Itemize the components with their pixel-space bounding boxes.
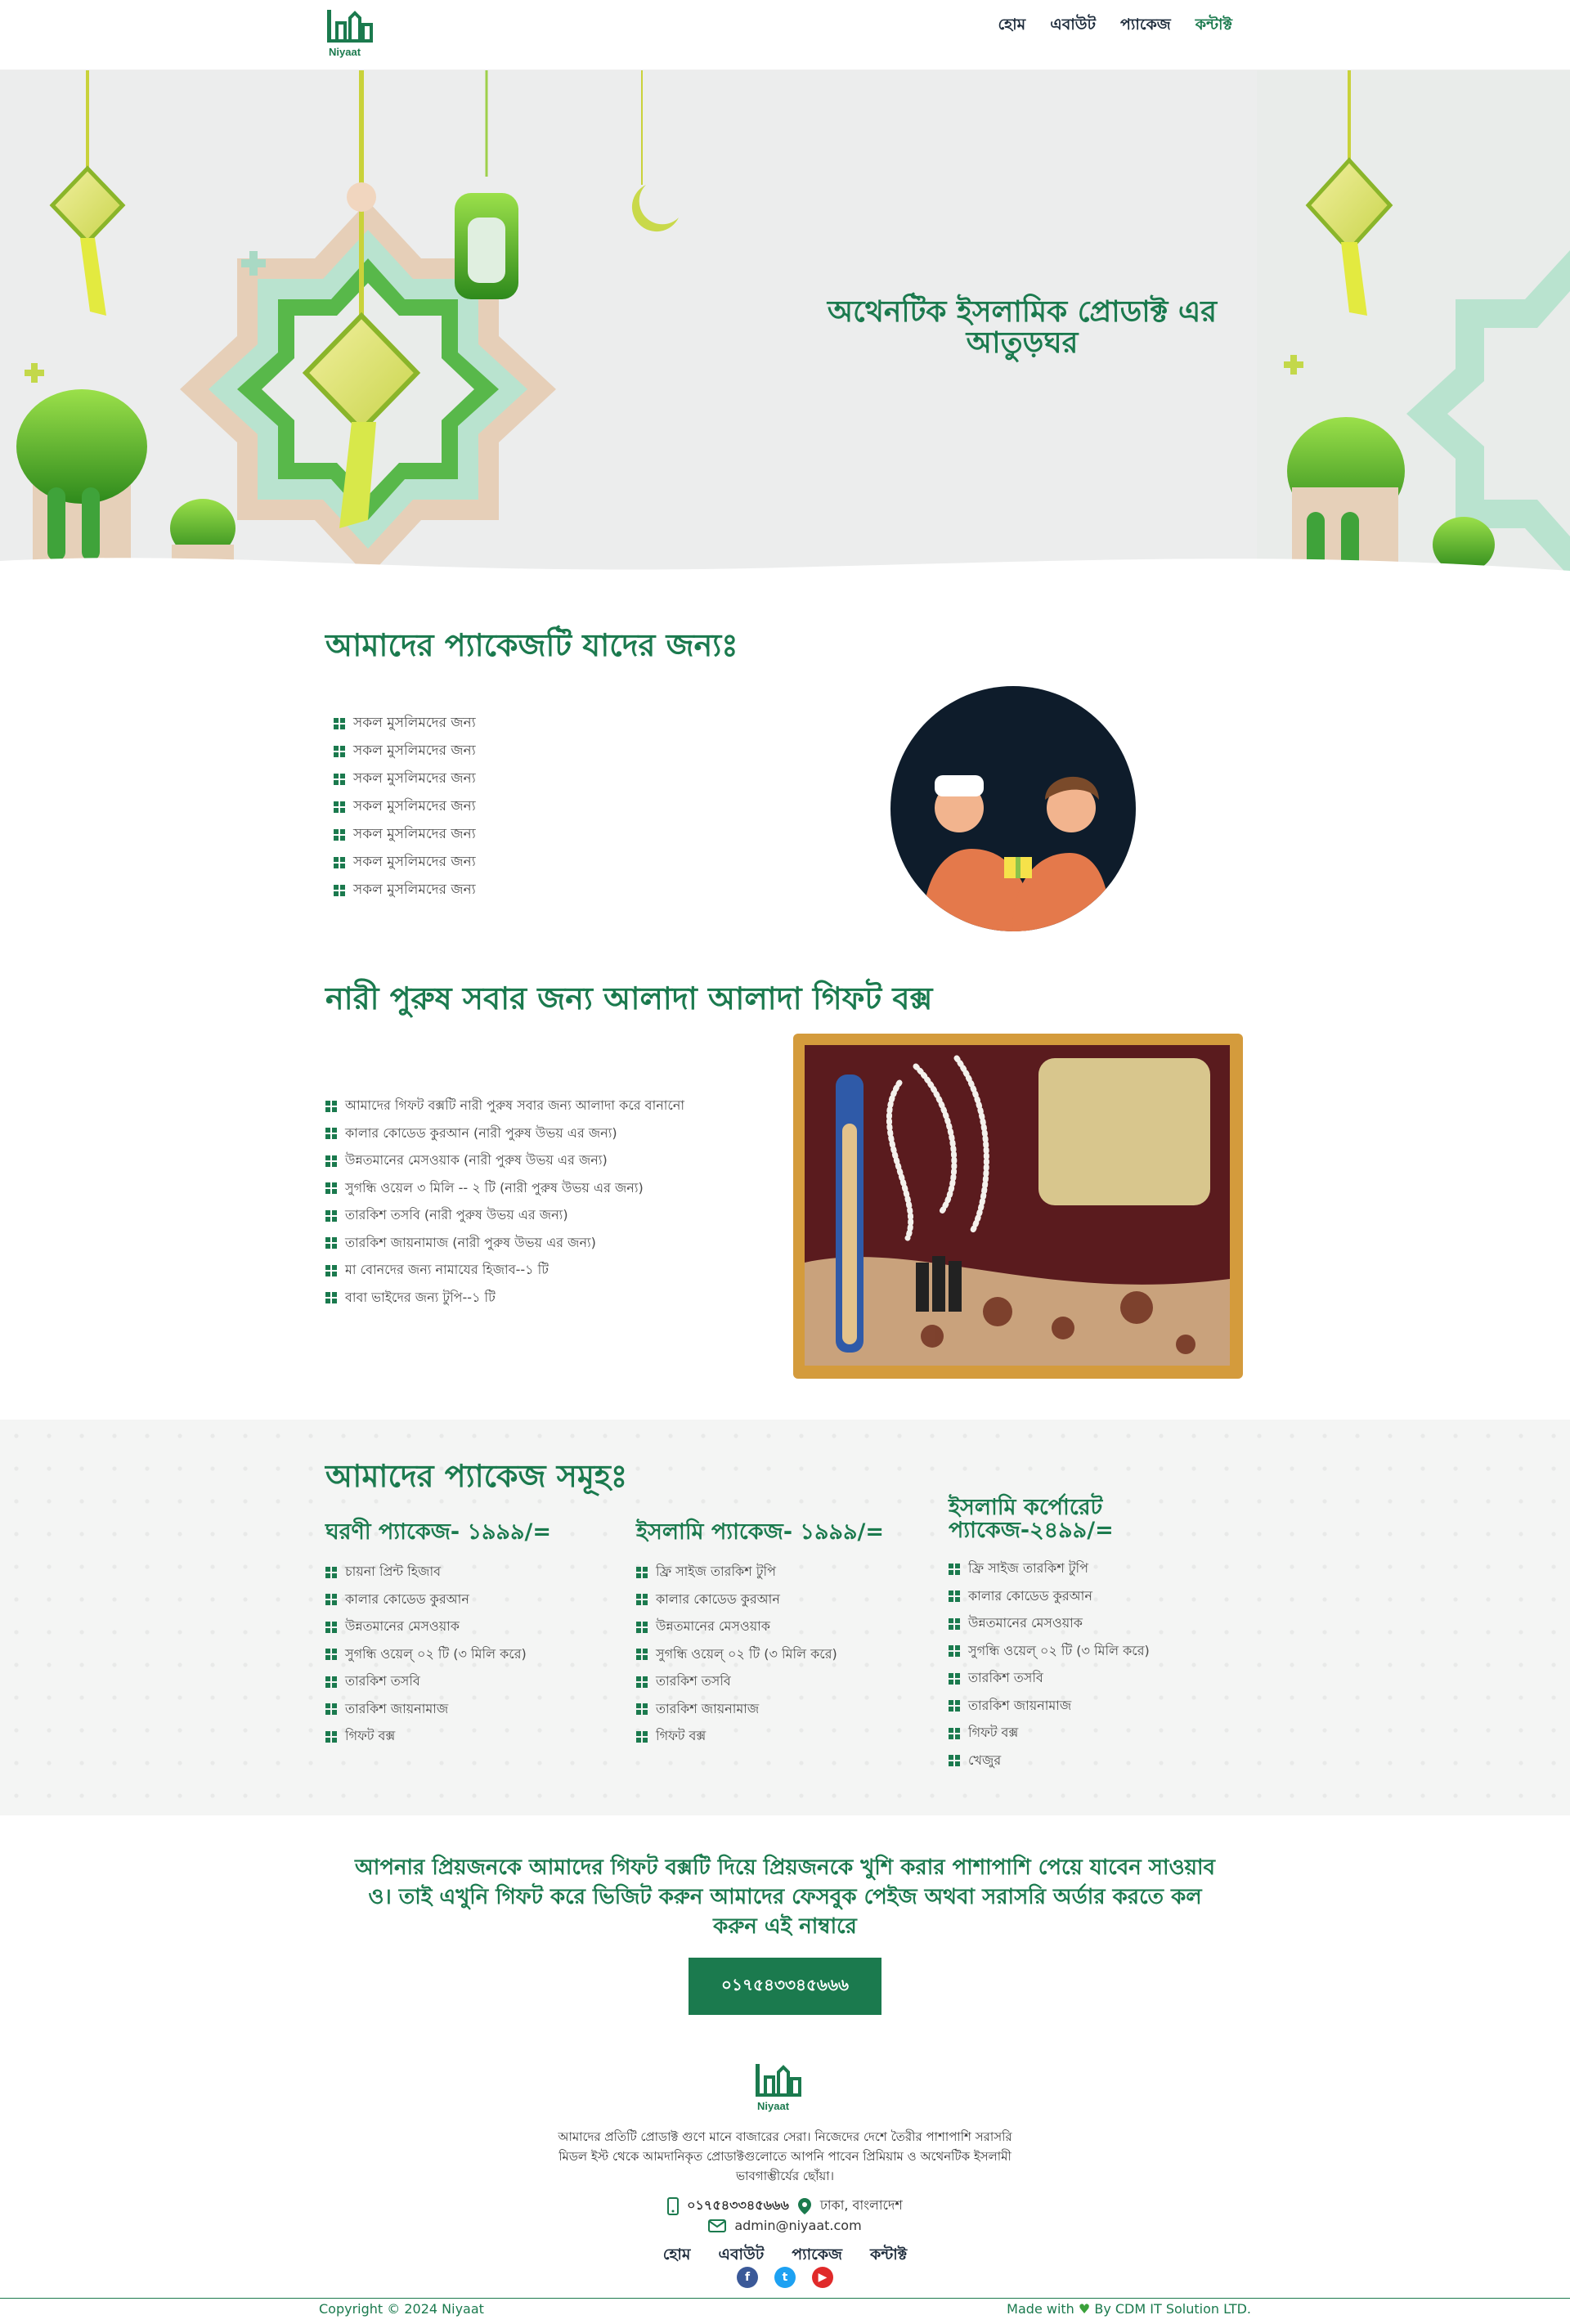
youtube-icon[interactable]: ▶ — [812, 2267, 833, 2288]
gift-exchange-illustration — [890, 685, 1137, 932]
list-item: মা বোনদের জন্য নামাযের হিজাব--১ টি — [325, 1257, 684, 1285]
twitter-icon[interactable]: t — [774, 2267, 796, 2288]
bullet-icon — [636, 1622, 648, 1633]
list-item: ফ্রি সাইজ তারকিশ টুপি — [949, 1555, 1150, 1583]
bullet-icon — [325, 1210, 337, 1222]
svg-text:Niyaat: Niyaat — [757, 2100, 790, 2112]
bullet-icon — [325, 1703, 337, 1715]
list-item: সুগন্ধি ওয়েল্‌ ০২ টি (৩ মিলি করে) — [325, 1641, 527, 1669]
nav-about[interactable]: এবাউট — [1050, 16, 1096, 34]
list-item: গিফট বক্স — [325, 1723, 527, 1751]
bullet-icon — [636, 1649, 648, 1660]
bullet-icon — [949, 1564, 960, 1575]
bullet-icon — [636, 1594, 648, 1605]
bullet-icon — [325, 1594, 337, 1605]
list-item: আমাদের গিফট বক্সটি নারী পুরুষ সবার জন্য আলাদা করে বানানো — [325, 1092, 684, 1120]
list-item: খেজুর — [949, 1747, 1150, 1775]
gift-box-photo — [793, 1034, 1243, 1379]
list-item: উন্নতমানের মেসওয়াক — [636, 1613, 837, 1641]
footer-nav-packages[interactable]: প্যাকেজ — [792, 2245, 843, 2263]
facebook-icon[interactable]: f — [737, 2267, 758, 2288]
nav-packages[interactable]: প্যাকেজ — [1119, 16, 1171, 34]
list-item: সকল মুসলিমদের জন্য — [334, 793, 476, 821]
package-name: ঘরণী প্যাকেজ- ১৯৯৯/= — [325, 1519, 552, 1545]
bullet-icon — [949, 1618, 960, 1630]
bullet-icon — [325, 1649, 337, 1660]
package-list — [325, 1559, 527, 1751]
audience-title: আমাদের প্যাকেজটি যাদের জন্যঃ — [325, 627, 738, 663]
list-item: সকল মুসলিমদের জন্য — [334, 877, 476, 904]
footer-nav-about[interactable]: এবাউট — [718, 2245, 765, 2263]
list-item: সুগন্ধি ওয়েল ৩ মিলি -- ২ টি (নারী পুরুষ উভয় এর জন্য) — [325, 1175, 684, 1203]
hero-banner — [0, 70, 1570, 577]
list-item: সকল মুসলিমদের জন্য — [334, 821, 476, 849]
list-item: তারকিশ তসবি — [636, 1668, 837, 1696]
hero-title: অথেনটিক ইসলামিক প্রোডাক্ট এর আতুড়ঘর — [827, 295, 1218, 360]
gift-box-list — [325, 1092, 684, 1312]
nav-contact[interactable]: কন্টাক্ট — [1195, 16, 1232, 34]
location-icon — [797, 2197, 812, 2215]
bullet-icon — [949, 1728, 960, 1739]
list-item: গিফট বক্স — [949, 1720, 1150, 1747]
bullet-icon — [334, 774, 345, 785]
list-item: তারকিশ জায়নামাজ — [325, 1696, 527, 1724]
call-button[interactable]: ০১৭৫৪৩৩৪৫৬৬৬ — [689, 1958, 881, 2015]
bullet-icon — [325, 1182, 337, 1194]
bullet-icon — [949, 1673, 960, 1685]
package-name: ইসলামি কর্পোরেট প্যাকেজ-২৪৯৯/= — [949, 1495, 1114, 1543]
site-header — [0, 0, 1570, 70]
footer-about: আমাদের প্রতিটি প্রোডাক্ট গুণে মানে বাজারের সেরা। নিজেদের দেশে তৈরীর পাশাপাশি সরাসরি মিডল ইস্ট থেকে আমদানিকৃত প্রোডাক্টগুলোতে আপনি পাবেন প্রিমিয়াম ও অথেনটিক ইসলামী ভাবগাম্ভীর্যের ছোঁয়া। — [558, 2129, 1012, 2183]
list-item: সকল মুসলিমদের জন্য — [334, 710, 476, 738]
bullet-icon — [325, 1292, 337, 1303]
bullet-icon — [334, 885, 345, 896]
list-item: তারকিশ জায়নামাজ — [949, 1693, 1150, 1721]
footer-email[interactable]: admin@niyaat.com — [734, 2218, 862, 2233]
list-item: গিফট বক্স — [636, 1723, 837, 1751]
list-item: তারকিশ তসবি (নারী পুরুষ উভয় এর জন্য) — [325, 1202, 684, 1230]
bullet-icon — [325, 1622, 337, 1633]
nav-home[interactable]: হোম — [998, 16, 1026, 34]
made-with-text: Made with ♥ By CDM IT Solution LTD. — [1007, 2301, 1251, 2317]
heart-icon: ♥ — [1078, 2301, 1091, 2317]
bullet-icon — [949, 1590, 960, 1602]
gift-box-title: নারী পুরুষ সবার জন্য আলাদা আলাদা গিফট বক্স — [325, 980, 933, 1016]
list-item: উন্নতমানের মেসওয়াক — [949, 1610, 1150, 1638]
footer-contact-row — [0, 2195, 1570, 2217]
phone-icon — [667, 2197, 679, 2215]
svg-text:Niyaat: Niyaat — [329, 46, 361, 58]
list-item: তারকিশ জায়নামাজ — [636, 1696, 837, 1724]
cta-text: আপনার প্রিয়জনকে আমাদের গিফট বক্সটি দিয়ে প্রিয়জনকে খুশি করার পাশাপাশি পেয়ে যাবেন সাওয়াব ও। তাই এখুনি গিফট করে ভিজিট করুন আমাদের ফেসবুক পেইজ অথবা সরাসরি অর্ডার করতে কল করুন এই নাম্বারে — [355, 1855, 1215, 1939]
niyaat-logo[interactable] — [325, 7, 378, 59]
list-item: বাবা ভাইদের জন্য টুপি--১ টি — [325, 1285, 684, 1312]
bullet-icon — [636, 1731, 648, 1743]
bullet-icon — [334, 801, 345, 813]
email-icon — [708, 2219, 726, 2232]
bullet-icon — [334, 857, 345, 868]
bullet-icon — [636, 1703, 648, 1715]
bullet-icon — [334, 718, 345, 729]
footer-phone[interactable]: ০১৭৫৪৩৩৪৫৬৬৬ — [687, 2197, 789, 2213]
list-item: কালার কোডেড কুরআন (নারী পুরুষ উভয় এর জন্য) — [325, 1120, 684, 1148]
list-item: সুগন্ধি ওয়েল্‌ ০২ টি (৩ মিলি করে) — [949, 1638, 1150, 1666]
package-list — [949, 1555, 1150, 1774]
list-item: উন্নতমানের মেসওয়াক — [325, 1613, 527, 1641]
audience-list — [334, 710, 476, 904]
bullet-icon — [949, 1700, 960, 1712]
list-item: তারকিশ জায়নামাজ (নারী পুরুষ উভয় এর জন্য) — [325, 1230, 684, 1258]
footer-nav-contact[interactable]: কন্টাক্ট — [870, 2245, 908, 2263]
list-item: ফ্রি সাইজ তারকিশ টুপি — [636, 1559, 837, 1586]
list-item: সুগন্ধি ওয়েল্‌ ০২ টি (৩ মিলি করে) — [636, 1641, 837, 1669]
footer-nav — [0, 2243, 1570, 2269]
footer-email-row — [0, 2218, 1570, 2233]
package-list — [636, 1559, 837, 1751]
list-item: সকল মুসলিমদের জন্য — [334, 849, 476, 877]
list-item: কালার কোডেড কুরআন — [325, 1586, 527, 1614]
list-item: কালার কোডেড কুরআন — [949, 1583, 1150, 1611]
bullet-icon — [949, 1645, 960, 1657]
bullet-icon — [325, 1155, 337, 1167]
niyaat-footer-logo[interactable] — [754, 2061, 806, 2113]
list-item: তারকিশ তসবি — [949, 1665, 1150, 1693]
bullet-icon — [334, 746, 345, 757]
bullet-icon — [325, 1237, 337, 1249]
list-item: চায়না প্রিন্ট হিজাব — [325, 1559, 527, 1586]
footer-location: ঢাকা, বাংলাদেশ — [819, 2197, 903, 2213]
social-links — [0, 2267, 1570, 2288]
bullet-icon — [325, 1731, 337, 1743]
list-item: তারকিশ তসবি — [325, 1668, 527, 1696]
main-nav — [998, 13, 1232, 39]
packages-title: আমাদের প্যাকেজ সমূহঃ — [325, 1458, 628, 1494]
footer-bottom-bar — [0, 2298, 1570, 2324]
footer-nav-home[interactable]: হোম — [662, 2245, 691, 2263]
bullet-icon — [325, 1128, 337, 1139]
bullet-icon — [636, 1676, 648, 1688]
bullet-icon — [325, 1676, 337, 1688]
bullet-icon — [325, 1101, 337, 1112]
bullet-icon — [334, 829, 345, 841]
copyright-text: Copyright © 2024 Niyaat — [319, 2301, 484, 2317]
list-item: সকল মুসলিমদের জন্য — [334, 765, 476, 793]
list-item: সকল মুসলিমদের জন্য — [334, 738, 476, 765]
bullet-icon — [636, 1567, 648, 1578]
bullet-icon — [325, 1265, 337, 1276]
bullet-icon — [949, 1755, 960, 1766]
list-item: কালার কোডেড কুরআন — [636, 1586, 837, 1614]
bullet-icon — [325, 1567, 337, 1578]
list-item: উন্নতমানের মেসওয়াক (নারী পুরুষ উভয় এর জন্য) — [325, 1147, 684, 1175]
package-name: ইসলামি প্যাকেজ- ১৯৯৯/= — [636, 1519, 884, 1545]
